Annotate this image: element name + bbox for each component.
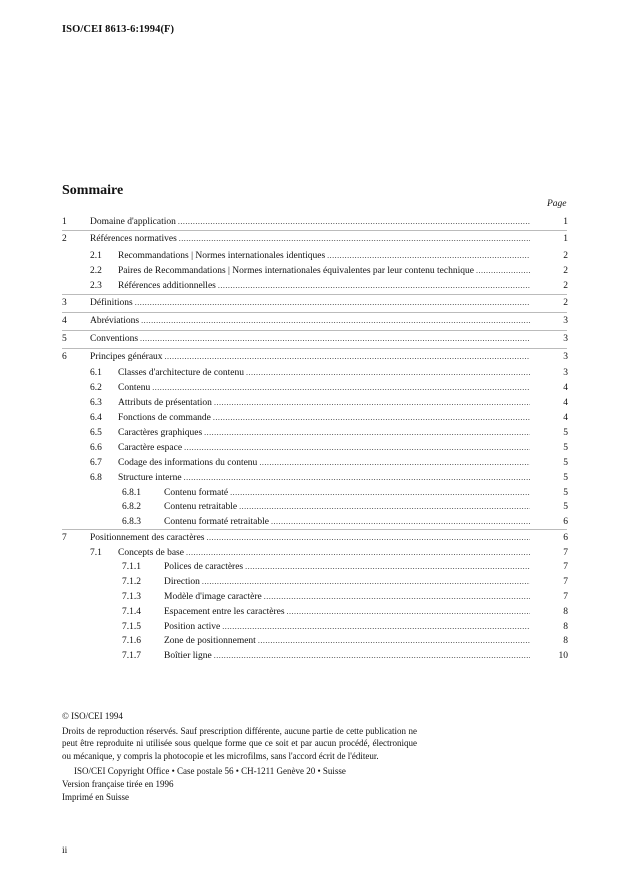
dot-leader	[264, 590, 530, 604]
toc-entry[interactable]	[164, 486, 532, 500]
dot-leader	[287, 605, 530, 619]
toc-number: 6.7	[90, 458, 102, 468]
toc-number: 2.2	[90, 266, 102, 276]
toc-number: 7.1.3	[122, 592, 141, 602]
dot-leader	[184, 471, 530, 485]
toc-number: 7	[62, 533, 67, 543]
version-note: Version française tirée en 1996	[62, 778, 174, 789]
dot-leader	[258, 634, 530, 648]
legal-notice: Droits de reproduction réservés. Sauf prescription différente, aucune partie de cette publication ne peut être reproduite ni utilisée sous quelque forme que ce soit et par aucun procédé, électronique ou mécanique, y compris la photocopie et les microfilms, sans l'accord écrit de l'éditeur.	[62, 725, 417, 761]
toc-entry[interactable]	[118, 546, 532, 560]
toc-entry-title: Abréviations	[90, 316, 140, 326]
toc-entry[interactable]	[164, 605, 532, 619]
toc-page-number: 7	[563, 592, 568, 602]
toc-page-number: 5	[563, 473, 568, 483]
toc-entry-title: Contenu formaté	[164, 488, 229, 498]
toc-page-number: 2	[563, 298, 568, 308]
toc-page-number: 3	[563, 368, 568, 378]
toc-entry-title: Polices de caractères	[164, 562, 244, 572]
toc-number: 3	[62, 298, 67, 308]
toc-entry-title: Classes d'architecture de contenu	[118, 368, 244, 378]
toc-entry-title: Direction	[164, 577, 200, 587]
toc-entry-title: Caractères graphiques	[118, 428, 203, 438]
toc-entry-title: Références normatives	[90, 234, 177, 244]
toc-entry[interactable]	[164, 634, 532, 648]
toc-entry[interactable]	[118, 249, 532, 263]
toc-entry-title: Boîtier ligne	[164, 651, 212, 661]
copyright-notice: © ISO/CEI 1994	[62, 711, 123, 721]
dot-leader	[214, 649, 530, 663]
toc-number: 6.8.3	[122, 517, 141, 527]
toc-entry[interactable]	[118, 441, 532, 455]
toc-entry-title: Fonctions de commande	[118, 413, 211, 423]
toc-number: 6.3	[90, 398, 102, 408]
toc-entry[interactable]	[90, 296, 532, 310]
toc-number: 6.8	[90, 473, 102, 483]
document-header: ISO/CEI 8613-6:1994(F)	[62, 24, 175, 35]
toc-entry[interactable]	[118, 381, 532, 395]
toc-entry[interactable]	[118, 411, 532, 425]
toc-entry[interactable]	[90, 232, 532, 246]
toc-page-number: 5	[563, 458, 568, 468]
toc-number: 7.1.7	[122, 651, 141, 661]
toc-number: 6.2	[90, 383, 102, 393]
dot-leader	[141, 314, 530, 328]
toc-number: 6.4	[90, 413, 102, 423]
toc-number: 4	[62, 316, 67, 326]
section-divider	[62, 312, 567, 313]
toc-entry-title: Caractère espace	[118, 443, 183, 453]
toc-number: 6.6	[90, 443, 102, 453]
toc-entry-title: Structure interne	[118, 473, 182, 483]
toc-number: 6.8.2	[122, 502, 141, 512]
toc-entry-title: Conventions	[90, 334, 139, 344]
dot-leader	[271, 515, 530, 529]
toc-entry[interactable]	[164, 649, 532, 663]
dot-leader	[476, 264, 530, 278]
toc-page-number: 5	[563, 443, 568, 453]
toc-entry[interactable]	[90, 531, 532, 545]
toc-entry[interactable]	[164, 620, 532, 634]
toc-number: 6.5	[90, 428, 102, 438]
toc-entry-title: Paires de Recommandations | Normes internationales équivalentes par leur contenu technique	[118, 266, 474, 276]
toc-entry-title: Domaine d'application	[90, 217, 176, 227]
toc-page-number: 8	[563, 636, 568, 646]
dot-leader	[186, 546, 530, 560]
toc-entry-title: Attributs de présentation	[118, 398, 212, 408]
toc-page-number: 3	[563, 352, 568, 362]
toc-entry-title: Positionnement des caractères	[90, 533, 205, 543]
toc-entry[interactable]	[90, 215, 532, 229]
toc-entry[interactable]	[90, 314, 532, 328]
toc-entry[interactable]	[164, 515, 532, 529]
toc-page-number: 4	[563, 413, 568, 423]
toc-number: 7.1.2	[122, 577, 141, 587]
toc-entry-title: Modèle d'image caractère	[164, 592, 262, 602]
dot-leader	[327, 249, 530, 263]
toc-page-number: 1	[563, 217, 568, 227]
dot-leader	[239, 500, 530, 514]
toc-page-number: 8	[563, 607, 568, 617]
toc-entry-title: Recommandations | Normes internationales identiques	[118, 251, 326, 261]
toc-entry-title: Concepts de base	[118, 548, 184, 558]
dot-leader	[135, 296, 530, 310]
dot-leader	[246, 366, 530, 380]
toc-entry-title: Contenu retraitable	[164, 502, 238, 512]
dot-leader	[213, 411, 530, 425]
toc-page-number: 2	[563, 266, 568, 276]
toc-number: 6.1	[90, 368, 102, 378]
toc-page-number: 6	[563, 533, 568, 543]
dot-leader	[259, 456, 530, 470]
dot-leader	[178, 215, 530, 229]
toc-entry-title: Principes généraux	[90, 352, 163, 362]
toc-entry-title: Position active	[164, 622, 221, 632]
dot-leader	[152, 381, 530, 395]
toc-page-number: 3	[563, 316, 568, 326]
toc-entry[interactable]	[164, 560, 532, 574]
toc-page-number: 6	[563, 517, 568, 527]
toc-number: 7.1	[90, 548, 102, 558]
section-divider	[62, 348, 567, 349]
dot-leader	[184, 441, 530, 455]
toc-entry-title: Zone de positionnement	[164, 636, 256, 646]
toc-number: 2.3	[90, 281, 102, 291]
toc-number: 7.1.4	[122, 607, 141, 617]
toc-number: 7.1.6	[122, 636, 141, 646]
toc-entry[interactable]	[164, 500, 532, 514]
toc-number: 2.1	[90, 251, 102, 261]
toc-number: 1	[62, 217, 67, 227]
dot-leader	[214, 396, 530, 410]
section-divider	[62, 529, 567, 530]
toc-entry[interactable]	[118, 279, 532, 293]
dot-leader	[140, 332, 530, 346]
toc-number: 7.1.5	[122, 622, 141, 632]
section-divider	[62, 230, 567, 231]
toc-entry[interactable]	[118, 456, 532, 470]
page-column-label: Page	[547, 199, 567, 209]
copyright-office-address: ISO/CEI Copyright Office • Case postale 56 • CH-1211 Genève 20 • Suisse	[74, 766, 346, 777]
toc-entry[interactable]	[90, 332, 532, 346]
page-title: Sommaire	[62, 183, 124, 198]
dot-leader	[207, 531, 531, 545]
toc-page-number: 8	[563, 622, 568, 632]
toc-page-number: 4	[563, 398, 568, 408]
toc-entry[interactable]	[118, 396, 532, 410]
toc-page-number: 7	[563, 562, 568, 572]
toc-number: 7.1.1	[122, 562, 141, 572]
toc-page-number: 2	[563, 281, 568, 291]
toc-entry[interactable]	[164, 590, 532, 604]
toc-page-number: 3	[563, 334, 568, 344]
toc-page-number: 4	[563, 383, 568, 393]
dot-leader	[218, 279, 530, 293]
toc-entry[interactable]	[118, 264, 532, 278]
printed-note: Imprimé en Suisse	[62, 791, 129, 802]
toc-entry-title: Contenu	[118, 383, 151, 393]
toc-entry[interactable]	[118, 426, 532, 440]
dot-leader	[222, 620, 530, 634]
section-divider	[62, 294, 567, 295]
dot-leader	[202, 575, 530, 589]
toc-entry-title: Références additionnelles	[118, 281, 216, 291]
page-number: ii	[62, 846, 68, 856]
section-divider	[62, 330, 567, 331]
toc-page-number: 7	[563, 577, 568, 587]
dot-leader	[204, 426, 530, 440]
toc-number: 5	[62, 334, 67, 344]
dot-leader	[165, 350, 530, 364]
toc-number: 2	[62, 234, 67, 244]
toc-entry-title: Espacement entre les caractères	[164, 607, 285, 617]
toc-entry-title: Codage des informations du contenu	[118, 458, 258, 468]
dot-leader	[230, 486, 530, 500]
toc-entry-title: Contenu formaté retraitable	[164, 517, 269, 527]
toc-page-number: 1	[563, 234, 568, 244]
toc-entry-title: Définitions	[90, 298, 133, 308]
toc-entry[interactable]	[118, 366, 532, 380]
toc-number: 6	[62, 352, 67, 362]
toc-entry[interactable]	[164, 575, 532, 589]
dot-leader	[245, 560, 530, 574]
toc-entry[interactable]	[90, 350, 532, 364]
toc-page-number: 7	[563, 548, 568, 558]
dot-leader	[179, 232, 530, 246]
footer	[62, 710, 422, 803]
toc-entry[interactable]	[118, 471, 532, 485]
toc-number: 6.8.1	[122, 488, 141, 498]
toc-page-number: 5	[563, 428, 568, 438]
toc-page-number: 5	[563, 488, 568, 498]
toc-page-number: 10	[558, 651, 568, 661]
toc-page-number: 2	[563, 251, 568, 261]
toc-page-number: 5	[563, 502, 568, 512]
